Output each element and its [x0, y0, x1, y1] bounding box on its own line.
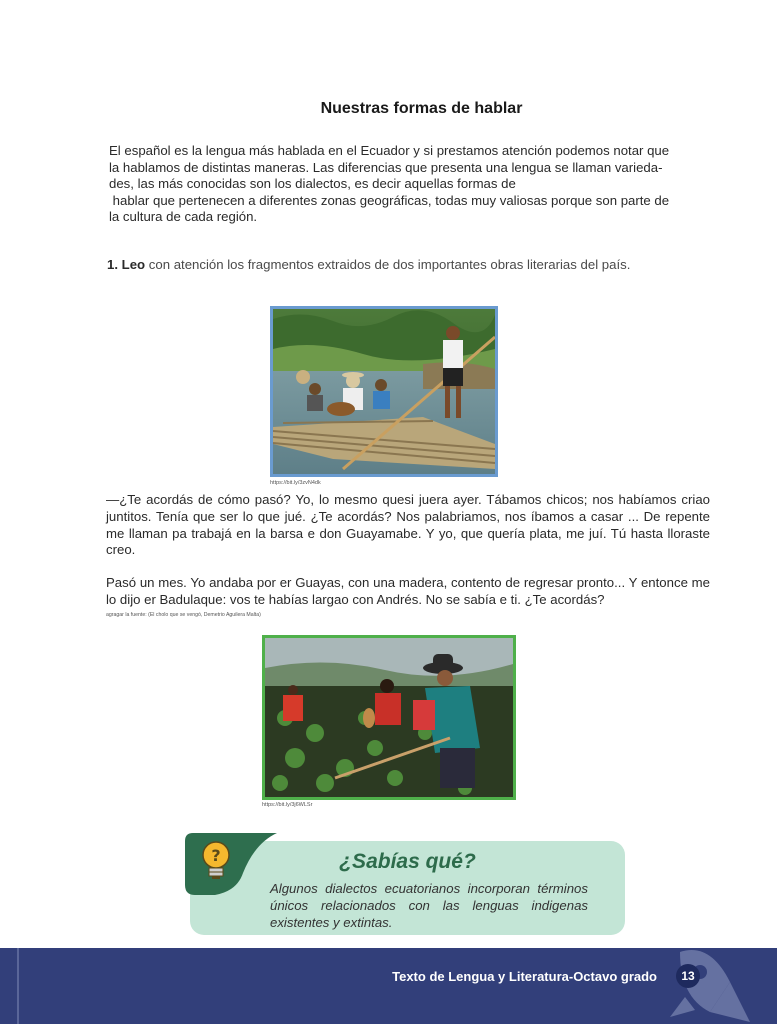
intro-line: la hablamos de distintas maneras. Las diferencias que presenta una lengua se llaman varieda-	[109, 159, 663, 175]
raft-illustration	[273, 309, 495, 474]
source-note: agragar la fuente: (El cholo que se vengó, Demetrio Aguilera Malta)	[106, 612, 261, 618]
page-footer	[0, 948, 777, 1024]
photo-caption: https://bit.ly/3zvN4dk	[270, 480, 321, 486]
literary-excerpt-2: Pasó un mes. Yo andaba por er Guayas, con una madera, contento de regresar pronto... Y entonce me lo dijo er Badulaque: vos te habías largao con Andrés. No se sabía e ti. ¿Te acordás?	[106, 575, 710, 607]
farming-photo	[262, 635, 516, 800]
literary-excerpt-1: —¿Te acordás de cómo pasó? Yo, lo mesmo quesi juera ayer. Tábamos chicos; nos habíamos criao juntitos. Tenía que ser lo que jué. ¿Te acordás? Nos palabriamos, nos íbamos a casar ... De repente me llaman pa trabajá en la barsa e don Guayamabe. Y yo, que quería plata, me juí. Tú hasta lloraste creo.	[106, 492, 710, 558]
footer-divider	[17, 948, 19, 1024]
photo-caption: https://bit.ly/3j6WLSr	[262, 802, 313, 808]
rocket-icon	[650, 948, 760, 1024]
intro-line: des, las más conocidas son los dialectos, es decir aquellas formas de	[109, 176, 516, 192]
activity-number: 1. Leo	[107, 257, 146, 272]
intro-paragraph	[109, 143, 709, 226]
footer-book-title: Texto de Lengua y Literatura-Octavo grado	[392, 969, 657, 984]
intro-line: hablar que pertenecen a diferentes zonas geográficas, todas muy valiosas porque son parte de	[109, 192, 670, 208]
intro-line: El español es la lengua más hablada en el Ecuador y si prestamos atención podemos notar que	[109, 143, 670, 158]
activity-text: con atención los fragmentos extraidos de dos importantes obras literarias del país.	[145, 257, 631, 272]
svg-text:?: ?	[211, 846, 221, 865]
intro-line: la cultura de cada región.	[109, 209, 258, 225]
raft-photo	[270, 306, 498, 477]
farming-illustration	[265, 638, 513, 797]
page-title: Nuestras formas de hablar	[320, 100, 523, 117]
did-you-know-title: ¿Sabías qué?	[339, 850, 476, 873]
did-you-know-text: Algunos dialectos ecuatorianos incorporan términos únicos relacionados con las lenguas indigenas existentes y extintas.	[270, 881, 588, 930]
activity-instruction	[107, 257, 707, 272]
page-number: 13	[676, 964, 700, 988]
